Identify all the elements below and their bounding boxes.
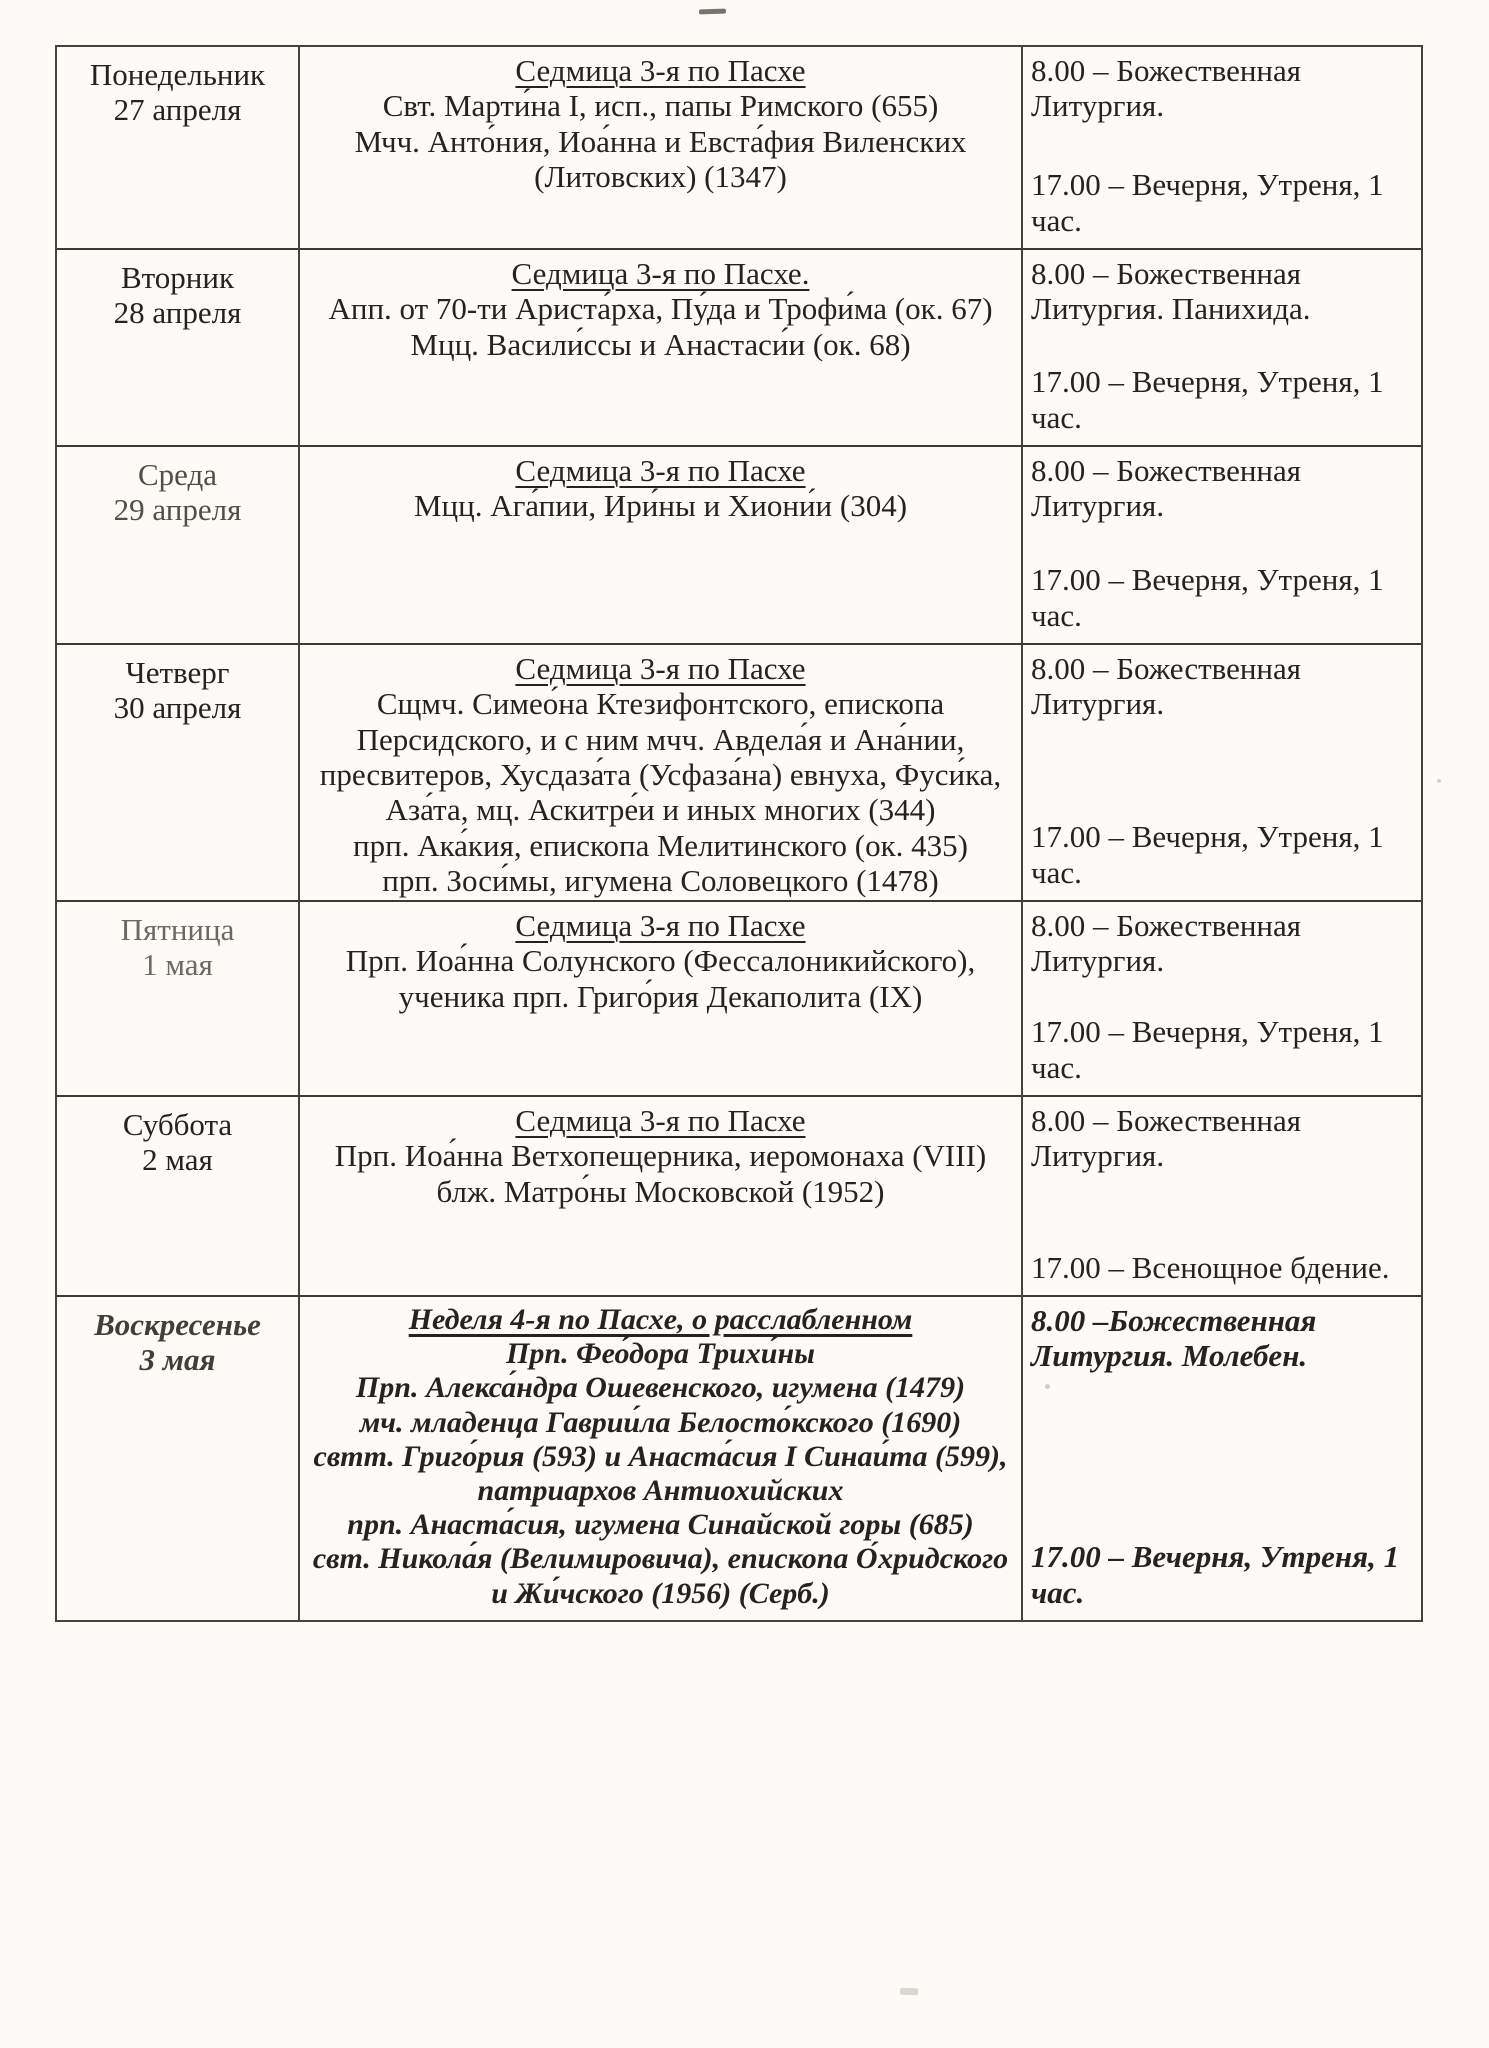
scan-artifact <box>699 9 726 15</box>
day-cell <box>57 902 300 1097</box>
service-evening: 17.00 – Вечерня, Утреня, 1 час. <box>1031 1539 1400 1610</box>
services-cell <box>1023 902 1421 1097</box>
day-name: Воскресенье <box>94 1307 261 1342</box>
day-cell <box>57 1097 300 1297</box>
commemoration-line: Мцц. Васили́ссы и Анастаси́и (ок. 68) <box>410 326 911 362</box>
week-header: Седмица 3-я по Пасхе. <box>511 256 810 291</box>
day-cell <box>57 645 300 902</box>
service-evening: 17.00 – Вечерня, Утреня, 1 час. <box>1031 819 1384 890</box>
commemoration-cell <box>300 250 1023 447</box>
service-morning: 8.00 – Божественная Литургия. <box>1031 453 1302 524</box>
scan-artifact <box>1437 779 1441 783</box>
day-date: 29 апреля <box>113 492 242 528</box>
commemoration-line: мч. младенца Гаврии́ла Белосто́кского (1690) <box>359 1405 962 1439</box>
services-cell <box>1023 447 1421 645</box>
commemoration-cell <box>300 47 1023 250</box>
service-evening: 17.00 – Всенощное бдение. <box>1031 1249 1390 1285</box>
commemoration-line: свтт. Григо́рия (593) и Анаста́сия I Синаи́та (599), патриархов Антиохийских <box>313 1439 1008 1507</box>
commemoration-line: блж. Матро́ны Московской (1952) <box>436 1173 885 1209</box>
day-date: 28 апреля <box>113 295 242 331</box>
day-name: Суббота <box>122 1107 233 1142</box>
service-evening: 17.00 – Вечерня, Утреня, 1 час. <box>1031 364 1384 435</box>
commemoration-cell <box>300 447 1023 645</box>
commemoration-cell <box>300 902 1023 1097</box>
day-date: 2 мая <box>142 1142 213 1178</box>
commemoration-cell <box>300 645 1023 902</box>
commemoration-line: Мцц. Ага́пии, Ири́ны и Хиони́и (304) <box>413 488 908 524</box>
commemoration-line: прп. Анаста́сия, игумена Синайской горы (685) <box>347 1508 974 1542</box>
service-evening: 17.00 – Вечерня, Утреня, 1 час. <box>1031 1014 1384 1085</box>
service-morning: 8.00 –Божественная Литургия. Молебен. <box>1031 1303 1317 1374</box>
day-cell <box>57 47 300 250</box>
week-header: Седмица 3-я по Пасхе <box>515 453 806 488</box>
service-morning: 8.00 – Божественная Литургия. <box>1031 53 1302 124</box>
day-date: 27 апреля <box>113 92 242 128</box>
service-evening: 17.00 – Вечерня, Утреня, 1 час. <box>1031 562 1384 633</box>
commemoration-line: Прп. Иоа́нна Солунского (Фессалоникийского), ученика прп. Григо́рия Декаполита (IX) <box>345 943 976 1014</box>
commemoration-line: Мчч. Анто́ния, Иоа́нна и Евста́фия Виленских (Литовских) (1347) <box>354 123 967 194</box>
day-name: Среда <box>137 457 218 492</box>
day-name: Вторник <box>120 260 235 295</box>
commemoration-line: Апп. от 70-ти Ариста́рха, Пу́да и Трофи́ма (ок. 67) <box>328 291 993 327</box>
day-cell <box>57 447 300 645</box>
day-name: Четверг <box>125 655 230 690</box>
commemoration-line: свт. Никола́я (Велимировича), епископа О́хридского и Жи́чского (1956) (Серб.) <box>312 1542 1009 1610</box>
day-name: Пятница <box>120 912 235 947</box>
services-cell <box>1023 250 1421 447</box>
liturgical-schedule-table <box>55 45 1423 1622</box>
commemoration-cell <box>300 1297 1023 1620</box>
commemoration-line: прп. Ака́кия, епископа Мелитинского (ок. 435) <box>353 827 968 863</box>
commemoration-line: Прп. Фео́дора Трихи́ны <box>506 1337 815 1371</box>
service-morning: 8.00 – Божественная Литургия. <box>1031 908 1302 979</box>
service-morning: 8.00 – Божественная Литургия. Панихида. <box>1031 256 1311 327</box>
week-header: Седмица 3-я по Пасхе <box>515 908 806 943</box>
service-morning: 8.00 – Божественная Литургия. <box>1031 1103 1302 1174</box>
commemoration-line: Свт. Марти́на I, исп., папы Римского (655) <box>382 88 939 124</box>
week-header: Неделя 4-я по Пасхе, о расслабленном <box>408 1303 913 1336</box>
services-cell <box>1023 645 1421 902</box>
commemoration-cell <box>300 1097 1023 1297</box>
week-header: Седмица 3-я по Пасхе <box>515 651 806 686</box>
day-name: Понедельник <box>89 57 266 92</box>
week-header: Седмица 3-я по Пасхе <box>515 1103 806 1138</box>
scan-artifact <box>900 1988 918 1996</box>
day-cell <box>57 250 300 447</box>
commemoration-line: прп. Зоси́мы, игумена Соловецкого (1478) <box>382 862 939 898</box>
services-cell <box>1023 1097 1421 1297</box>
day-cell <box>57 1297 300 1620</box>
services-cell <box>1023 47 1421 250</box>
service-evening: 17.00 – Вечерня, Утреня, 1 час. <box>1031 167 1384 238</box>
services-cell <box>1023 1297 1421 1620</box>
service-morning: 8.00 – Божественная Литургия. <box>1031 651 1302 722</box>
week-header: Седмица 3-я по Пасхе <box>515 53 806 88</box>
commemoration-line: Прп. Алекса́ндра Ошевенского, игумена (1479) <box>355 1371 966 1405</box>
day-date: 30 апреля <box>113 690 242 726</box>
day-date: 1 мая <box>142 947 213 983</box>
commemoration-line: Сщмч. Симео́на Ктезифонтского, епископа Персидского, и с ним мчч. Авдела́я и Ана́нии, пресвитеров, Хусдаза́та (Усфаза́на) евнуха, Фуси́ка, Аза́та, мц. Аскитре́и и иных многих (344) <box>319 686 1002 828</box>
commemoration-line: Прп. Иоа́нна Ветхопещерника, иеромонаха (VIII) <box>334 1138 987 1174</box>
day-date: 3 мая <box>139 1342 216 1378</box>
